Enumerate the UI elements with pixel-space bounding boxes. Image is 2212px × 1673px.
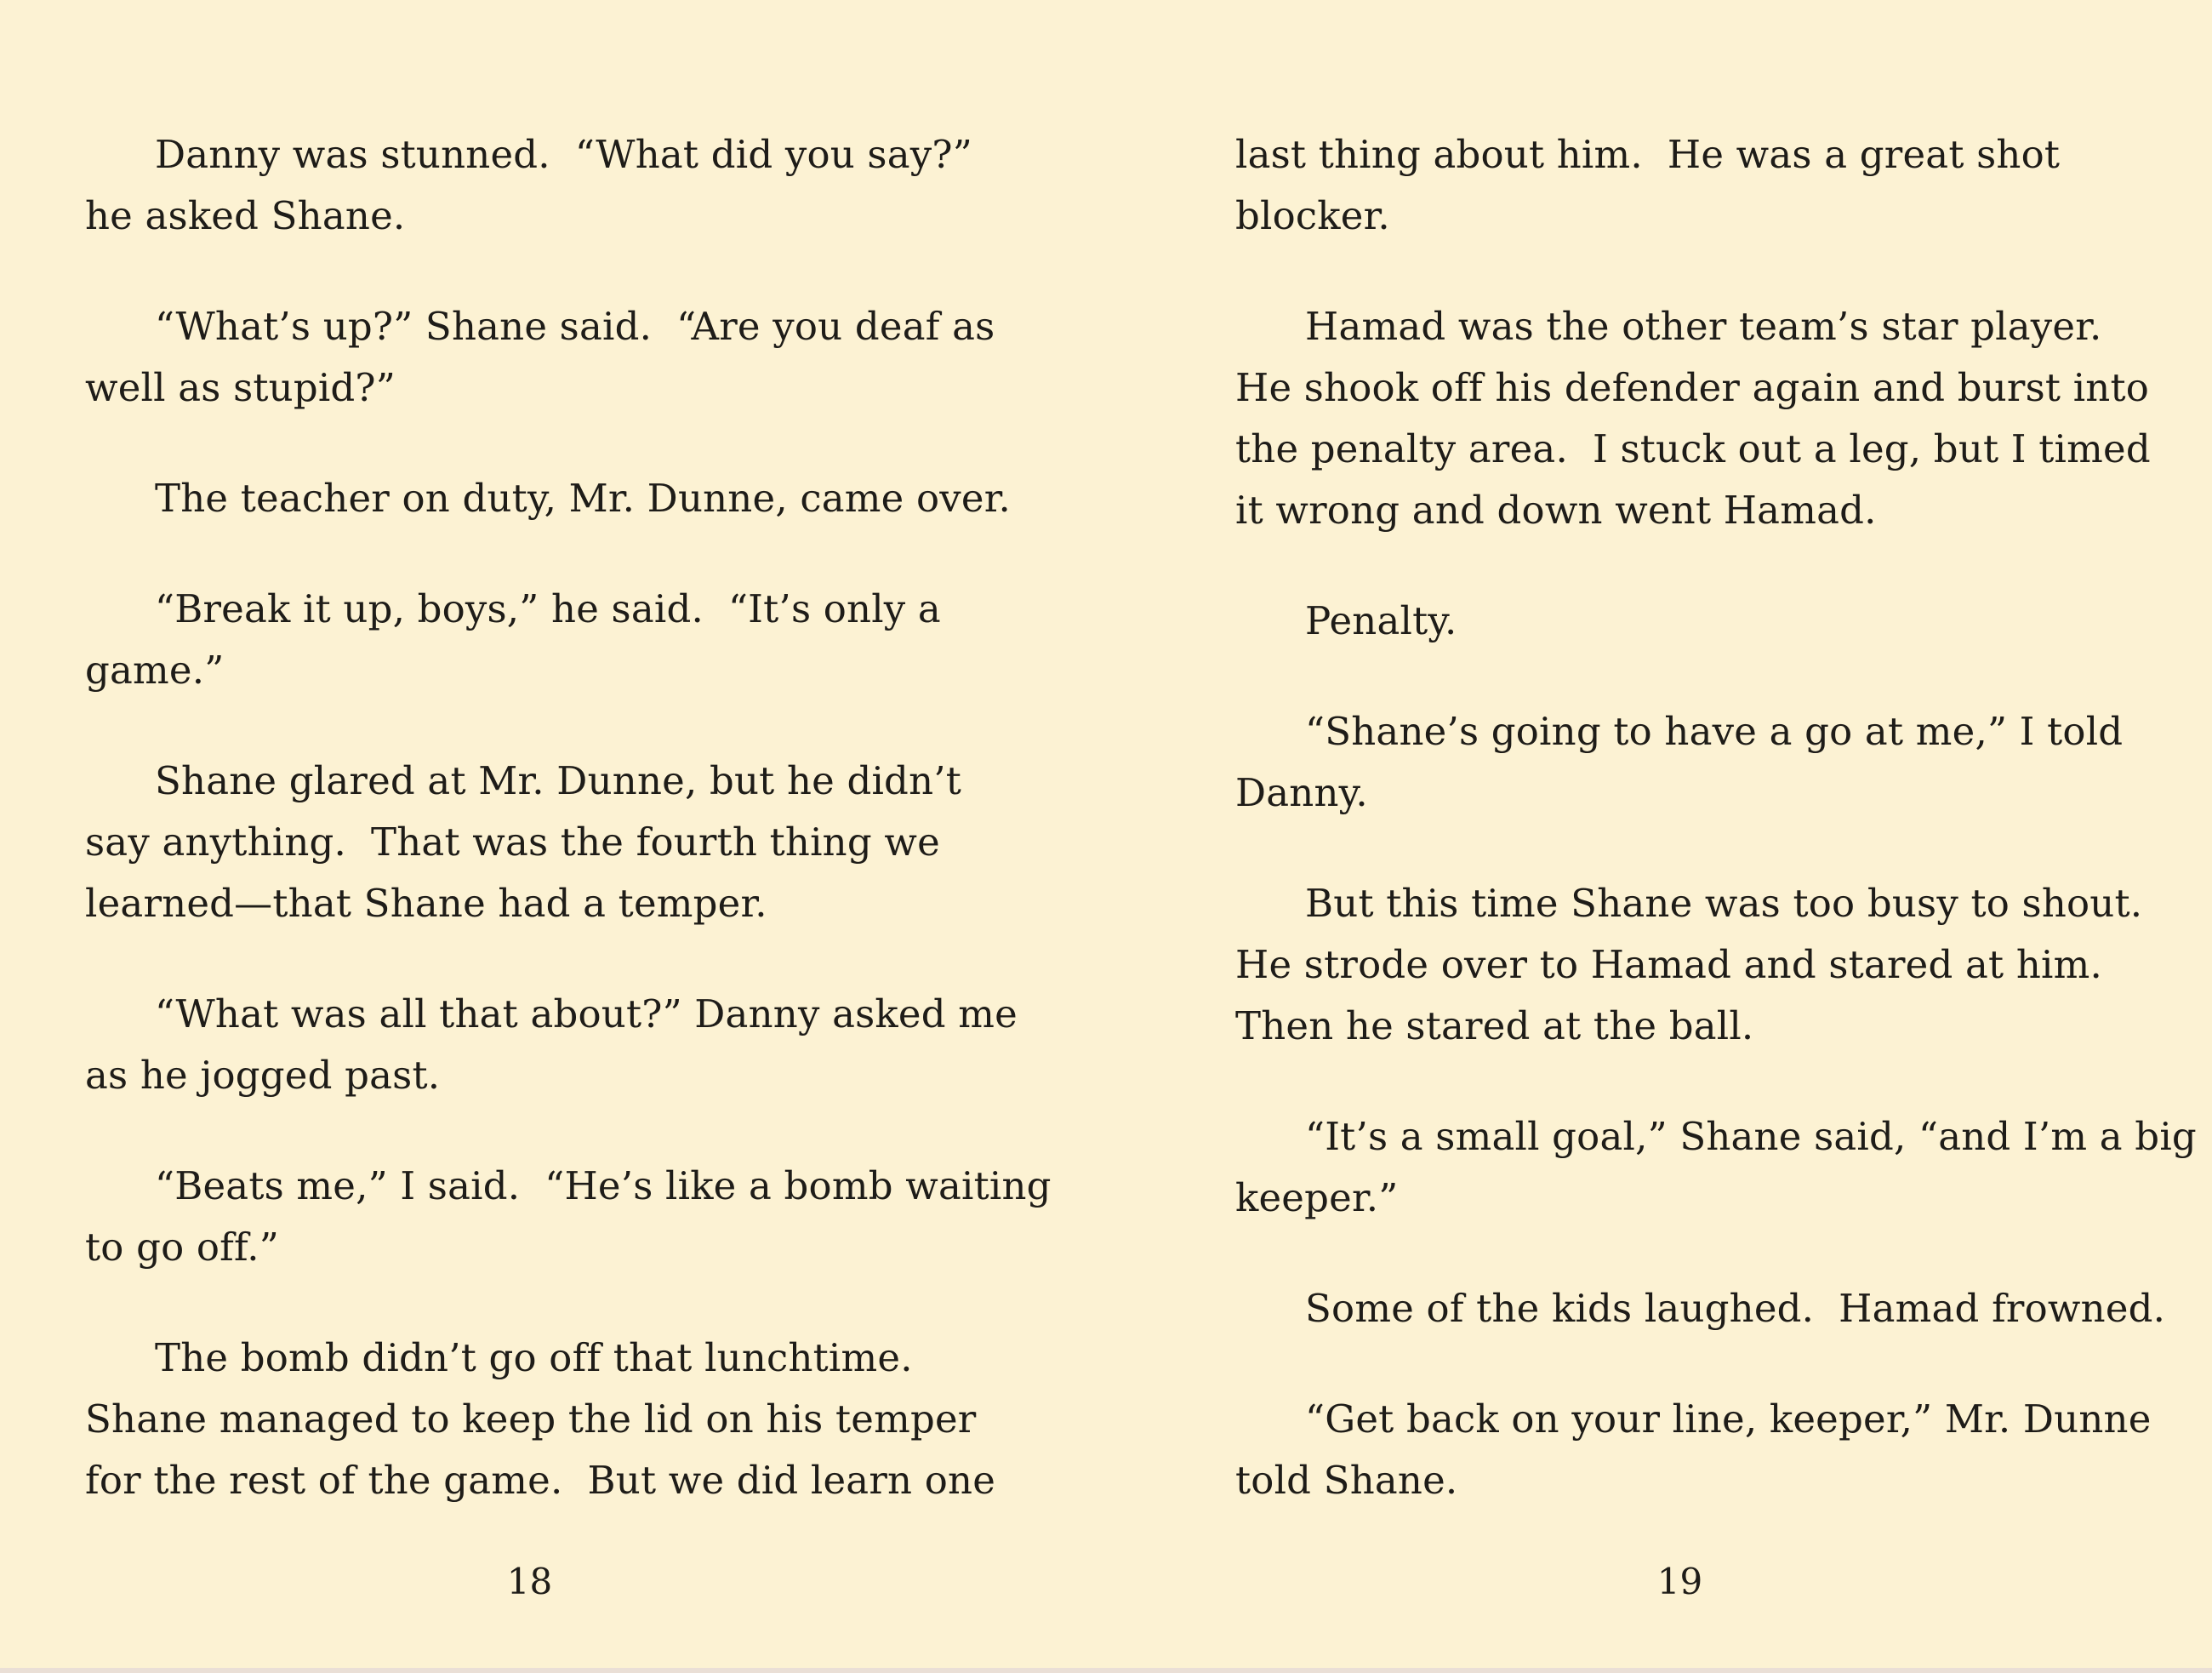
- text-line: Shane managed to keep the lid on his temper: [85, 1396, 977, 1442]
- book-page-18: [85, 0, 1052, 1673]
- paragraph: [85, 984, 1018, 1106]
- text-line: “Get back on your line, keeper,” Mr. Dunne: [1305, 1396, 2152, 1442]
- paragraph: [1235, 873, 2143, 1057]
- text-line: Penalty.: [1305, 598, 1457, 643]
- book-page-19: [1235, 0, 2197, 1673]
- text-line: Shane glared at Mr. Dunne, but he didn’t: [155, 758, 962, 803]
- paragraph: [1235, 591, 2124, 652]
- text-line: the penalty area. I stuck out a leg, but I timed: [1235, 426, 2151, 471]
- text-line: keeper.”: [1235, 1175, 1399, 1220]
- text-line: he asked Shane.: [85, 193, 406, 238]
- text-line: “It’s a small goal,” Shane said, “and I’m a big: [1305, 1114, 2197, 1159]
- text-line: last thing about him. He was a great shot: [1235, 132, 2061, 177]
- text-line: But this time Shane was too busy to shout.: [1305, 881, 2143, 926]
- text-line: to go off.”: [85, 1225, 279, 1270]
- text-line: learned—that Shane had a temper.: [85, 881, 767, 926]
- text-line: told Shane.: [1235, 1458, 1458, 1503]
- text-line: well as stupid?”: [85, 365, 396, 410]
- text-line: Hamad was the other team’s star player.: [1305, 304, 2102, 349]
- text-line: for the rest of the game. But we did learn one: [85, 1458, 996, 1503]
- text-line: The teacher on duty, Mr. Dunne, came over.: [155, 476, 1011, 521]
- paragraph: [1235, 1106, 2197, 1229]
- bottom-edge-shadow: [0, 1668, 2212, 1673]
- text-line: The bomb didn’t go off that lunchtime.: [155, 1335, 913, 1380]
- paragraph: [85, 751, 974, 934]
- text-line: Danny was stunned. “What did you say?”: [155, 132, 972, 177]
- text-line: blocker.: [1235, 193, 1390, 238]
- text-line: Some of the kids laughed. Hamad frowned.: [1305, 1286, 2166, 1331]
- text-line: “Shane’s going to have a go at me,” I told: [1305, 709, 2124, 754]
- text-line: say anything. That was the fourth thing we: [85, 819, 940, 865]
- text-line: “What was all that about?” Danny asked me: [155, 991, 1018, 1036]
- paragraph: [1235, 701, 2124, 824]
- text-line: “Break it up, boys,” he said. “It’s only a: [155, 586, 941, 631]
- text-line: game.”: [85, 648, 225, 693]
- paragraph: [1235, 1389, 2152, 1511]
- paragraph: [85, 1328, 996, 1511]
- text-line: “Beats me,” I said. “He’s like a bomb waiting: [155, 1163, 1052, 1208]
- paragraph: [85, 124, 974, 247]
- text-line: He shook off his defender again and burst into: [1235, 365, 2150, 410]
- page-19-text: [1235, 124, 2197, 1561]
- paragraph: [85, 579, 974, 701]
- paragraph: [85, 1156, 1052, 1278]
- text-line: it wrong and down went Hamad.: [1235, 488, 1877, 533]
- text-line: Danny.: [1235, 770, 1368, 815]
- text-line: “What’s up?” Shane said. “Are you deaf as: [155, 304, 995, 349]
- page-number: 18: [506, 1561, 553, 1602]
- paragraph: [1235, 296, 2151, 541]
- paragraph: [1235, 124, 2124, 247]
- paragraph: [85, 296, 995, 419]
- page-18-text: [85, 124, 1052, 1561]
- text-line: He strode over to Hamad and stared at him.: [1235, 942, 2102, 987]
- text-line: as he jogged past.: [85, 1053, 441, 1098]
- page-number: 19: [1656, 1561, 1703, 1602]
- text-line: Then he stared at the ball.: [1235, 1003, 1754, 1048]
- paragraph: [85, 468, 1011, 529]
- paragraph: [1235, 1278, 2166, 1339]
